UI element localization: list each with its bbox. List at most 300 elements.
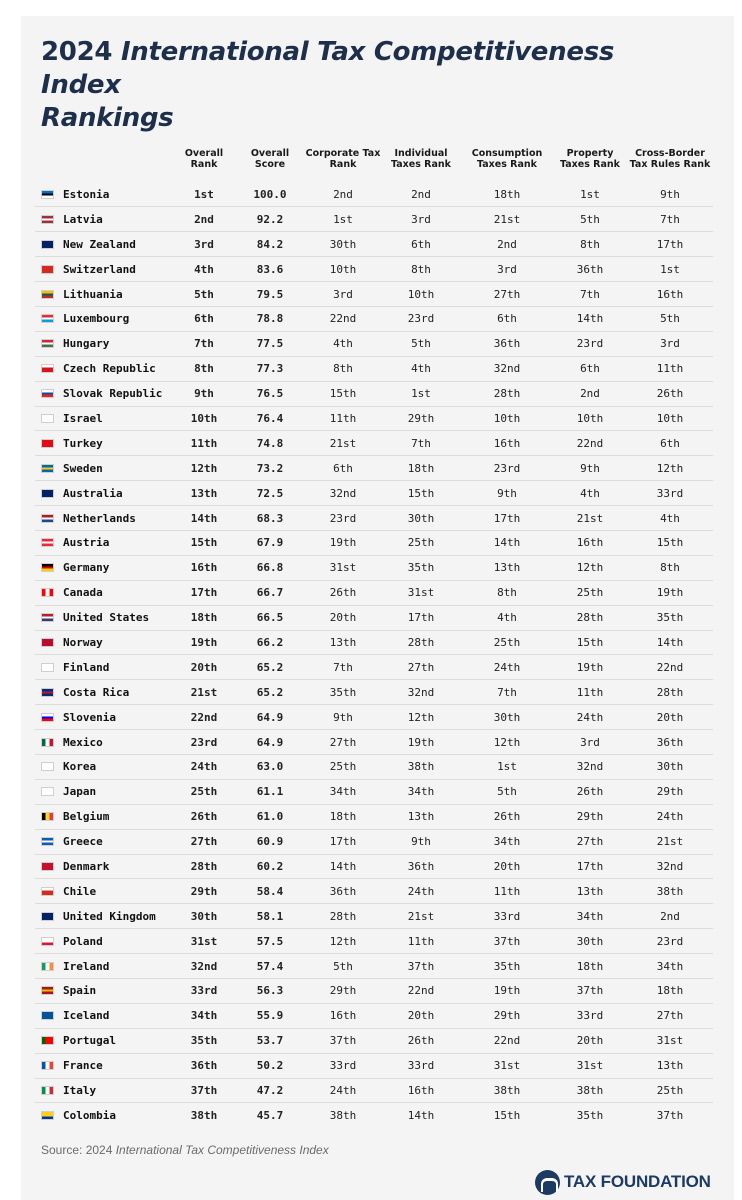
corporate-tax-rank-cell: 13th <box>305 630 381 655</box>
table-row <box>35 431 713 456</box>
tax-foundation-logo[interactable] <box>535 1167 731 1197</box>
corporate-tax-rank-cell: 32nd <box>305 481 381 506</box>
individual-taxes-rank-cell: 22nd <box>381 979 461 1004</box>
country-cell <box>35 829 173 854</box>
property-taxes-rank-cell: 28th <box>553 605 627 630</box>
overall-rank-cell: 14th <box>173 506 235 531</box>
consumption-taxes-rank-cell: 17th <box>461 506 553 531</box>
greece-flag-icon <box>41 837 54 846</box>
table-row <box>35 754 713 779</box>
consumption-taxes-rank-cell: 32nd <box>461 356 553 381</box>
source-note <box>41 1143 329 1157</box>
corporate-tax-rank-cell: 11th <box>305 406 381 431</box>
property-taxes-rank-cell: 32nd <box>553 754 627 779</box>
iceland-flag-icon <box>41 1011 54 1020</box>
cross-border-rank-cell: 32nd <box>627 854 713 879</box>
consumption-taxes-rank-cell: 21st <box>461 207 553 232</box>
cross-border-rank-cell: 15th <box>627 530 713 555</box>
header-consumption-taxes-rank: Consumption Taxes Rank <box>471 148 543 170</box>
country-cell <box>35 1103 173 1128</box>
property-taxes-rank-cell: 3rd <box>553 730 627 755</box>
table-row <box>35 605 713 630</box>
overall-rank-cell: 16th <box>173 555 235 580</box>
overall-score-cell: 76.5 <box>235 381 305 406</box>
property-taxes-rank-cell: 23rd <box>553 331 627 356</box>
country-name: Korea <box>63 760 97 774</box>
table-row <box>35 680 713 705</box>
consumption-taxes-rank-cell: 25th <box>461 630 553 655</box>
corporate-tax-rank-cell: 6th <box>305 456 381 481</box>
corporate-tax-rank-cell: 1st <box>305 207 381 232</box>
property-taxes-rank-cell: 15th <box>553 630 627 655</box>
corporate-tax-rank-cell: 19th <box>305 530 381 555</box>
overall-score-cell: 47.2 <box>235 1078 305 1103</box>
country-name: Ireland <box>63 959 110 973</box>
overall-score-cell: 65.2 <box>235 655 305 680</box>
cross-border-rank-cell: 27th <box>627 1003 713 1028</box>
overall-rank-cell: 8th <box>173 356 235 381</box>
overall-rank-cell: 26th <box>173 804 235 829</box>
overall-score-cell: 72.5 <box>235 481 305 506</box>
consumption-taxes-rank-cell: 4th <box>461 605 553 630</box>
individual-taxes-rank-cell: 11th <box>381 929 461 954</box>
austria-flag-icon <box>41 538 54 547</box>
property-taxes-rank-cell: 21st <box>553 506 627 531</box>
cross-border-rank-cell: 34th <box>627 954 713 979</box>
country-name: Norway <box>63 635 103 649</box>
consumption-taxes-rank-cell: 11th <box>461 879 553 904</box>
corporate-tax-rank-cell: 12th <box>305 929 381 954</box>
corporate-tax-rank-cell: 36th <box>305 879 381 904</box>
country-name: Poland <box>63 934 103 948</box>
table-row <box>35 406 713 431</box>
overall-rank-cell: 20th <box>173 655 235 680</box>
cross-border-rank-cell: 36th <box>627 730 713 755</box>
corporate-tax-rank-cell: 25th <box>305 754 381 779</box>
individual-taxes-rank-cell: 9th <box>381 829 461 854</box>
consumption-taxes-rank-cell: 31st <box>461 1053 553 1078</box>
country-cell <box>35 705 173 730</box>
cross-border-rank-cell: 22nd <box>627 655 713 680</box>
overall-score-cell: 84.2 <box>235 232 305 257</box>
overall-score-cell: 58.4 <box>235 879 305 904</box>
overall-score-cell: 67.9 <box>235 530 305 555</box>
overall-rank-cell: 1st <box>173 182 235 207</box>
overall-score-cell: 60.9 <box>235 829 305 854</box>
country-name: Slovenia <box>63 710 116 724</box>
individual-taxes-rank-cell: 5th <box>381 331 461 356</box>
country-name: Australia <box>63 486 123 500</box>
country-cell <box>35 331 173 356</box>
luxembourg-flag-icon <box>41 314 54 323</box>
japan-flag-icon <box>41 787 54 796</box>
cross-border-rank-cell: 38th <box>627 879 713 904</box>
individual-taxes-rank-cell: 6th <box>381 232 461 257</box>
overall-score-cell: 64.9 <box>235 705 305 730</box>
country-cell <box>35 506 173 531</box>
consumption-taxes-rank-cell: 24th <box>461 655 553 680</box>
country-name: Switzerland <box>63 262 136 276</box>
consumption-taxes-rank-cell: 19th <box>461 979 553 1004</box>
consumption-taxes-rank-cell: 16th <box>461 431 553 456</box>
country-name: Japan <box>63 785 97 799</box>
consumption-taxes-rank-cell: 3rd <box>461 257 553 282</box>
country-cell <box>35 779 173 804</box>
corporate-tax-rank-cell: 14th <box>305 854 381 879</box>
property-taxes-rank-cell: 25th <box>553 580 627 605</box>
france-flag-icon <box>41 1061 54 1070</box>
individual-taxes-rank-cell: 15th <box>381 481 461 506</box>
table-row <box>35 555 713 580</box>
table-row <box>35 356 713 381</box>
cross-border-rank-cell: 19th <box>627 580 713 605</box>
country-cell <box>35 481 173 506</box>
overall-rank-cell: 37th <box>173 1078 235 1103</box>
overall-rank-cell: 12th <box>173 456 235 481</box>
country-cell <box>35 406 173 431</box>
country-cell <box>35 381 173 406</box>
overall-score-cell: 61.0 <box>235 804 305 829</box>
country-cell <box>35 1003 173 1028</box>
overall-rank-cell: 4th <box>173 257 235 282</box>
country-cell <box>35 605 173 630</box>
individual-taxes-rank-cell: 19th <box>381 730 461 755</box>
finland-flag-icon <box>41 663 54 672</box>
corporate-tax-rank-cell: 18th <box>305 804 381 829</box>
table-row <box>35 381 713 406</box>
consumption-taxes-rank-cell: 6th <box>461 306 553 331</box>
property-taxes-rank-cell: 22nd <box>553 431 627 456</box>
corporate-tax-rank-cell: 20th <box>305 605 381 630</box>
country-name: United Kingdom <box>63 909 156 923</box>
corporate-tax-rank-cell: 8th <box>305 356 381 381</box>
property-taxes-rank-cell: 5th <box>553 207 627 232</box>
overall-rank-cell: 19th <box>173 630 235 655</box>
country-name: Turkey <box>63 436 103 450</box>
individual-taxes-rank-cell: 23rd <box>381 306 461 331</box>
property-taxes-rank-cell: 27th <box>553 829 627 854</box>
spain-flag-icon <box>41 986 54 995</box>
cross-border-rank-cell: 16th <box>627 282 713 307</box>
individual-taxes-rank-cell: 14th <box>407 1109 435 1123</box>
cross-border-rank-cell: 1st <box>627 257 713 282</box>
overall-rank-cell: 23rd <box>173 730 235 755</box>
latvia-flag-icon <box>41 215 54 224</box>
property-taxes-rank-cell: 29th <box>553 804 627 829</box>
header-country <box>35 134 173 182</box>
title-year: 2024 <box>41 37 113 67</box>
table-row <box>35 879 713 904</box>
corporate-tax-rank-cell: 7th <box>305 655 381 680</box>
table-row <box>35 1028 713 1053</box>
table-row <box>35 779 713 804</box>
cross-border-rank-cell: 8th <box>627 555 713 580</box>
netherlands-flag-icon <box>41 514 54 523</box>
corporate-tax-rank-cell: 9th <box>305 705 381 730</box>
cross-border-rank-cell: 14th <box>627 630 713 655</box>
property-taxes-rank-cell: 17th <box>553 854 627 879</box>
colombia-flag-icon <box>41 1111 54 1120</box>
consumption-taxes-rank-cell: 34th <box>461 829 553 854</box>
corporate-tax-rank-cell: 4th <box>305 331 381 356</box>
united-states-flag-icon <box>41 613 54 622</box>
country-name: Italy <box>63 1084 97 1097</box>
country-name: Finland <box>63 660 110 674</box>
table-row <box>35 182 713 207</box>
overall-score-cell: 100.0 <box>235 182 305 207</box>
ireland-flag-icon <box>41 962 54 971</box>
corporate-tax-rank-cell: 27th <box>305 730 381 755</box>
overall-rank-cell: 31st <box>173 929 235 954</box>
overall-rank-cell: 24th <box>173 754 235 779</box>
consumption-taxes-rank-cell: 36th <box>461 331 553 356</box>
overall-rank-cell: 22nd <box>173 705 235 730</box>
individual-taxes-rank-cell: 38th <box>381 754 461 779</box>
consumption-taxes-rank-cell: 14th <box>461 530 553 555</box>
country-cell <box>35 257 173 282</box>
property-taxes-rank-cell: 38th <box>553 1078 627 1103</box>
consumption-taxes-rank-cell: 28th <box>461 381 553 406</box>
table-body <box>35 182 713 1128</box>
cross-border-rank-cell: 11th <box>627 356 713 381</box>
country-cell <box>35 854 173 879</box>
cross-border-rank-cell: 3rd <box>627 331 713 356</box>
overall-score-cell: 60.2 <box>235 854 305 879</box>
overall-rank-cell: 29th <box>173 879 235 904</box>
corporate-tax-rank-cell: 37th <box>305 1028 381 1053</box>
overall-score-cell: 66.2 <box>235 630 305 655</box>
property-taxes-rank-cell: 13th <box>553 879 627 904</box>
table-row <box>35 979 713 1004</box>
table-row <box>35 506 713 531</box>
country-cell <box>35 580 173 605</box>
mexico-flag-icon <box>41 738 54 747</box>
overall-score-cell: 76.4 <box>235 406 305 431</box>
overall-score-cell: 65.2 <box>235 680 305 705</box>
corporate-tax-rank-cell: 33rd <box>305 1053 381 1078</box>
overall-rank-cell: 28th <box>173 854 235 879</box>
corporate-tax-rank-cell: 17th <box>305 829 381 854</box>
overall-score-cell: 77.3 <box>235 356 305 381</box>
consumption-taxes-rank-cell: 26th <box>461 804 553 829</box>
cross-border-rank-cell: 33rd <box>627 481 713 506</box>
cross-border-rank-cell: 4th <box>627 506 713 531</box>
individual-taxes-rank-cell: 18th <box>381 456 461 481</box>
overall-score-cell: 61.1 <box>235 779 305 804</box>
overall-rank-cell: 33rd <box>173 979 235 1004</box>
property-taxes-rank-cell: 14th <box>553 306 627 331</box>
overall-rank-cell: 35th <box>173 1028 235 1053</box>
czech-republic-flag-icon <box>41 364 54 373</box>
logo-text: TAX FOUNDATION <box>564 1172 711 1191</box>
table-row <box>35 630 713 655</box>
korea-flag-icon <box>41 762 54 771</box>
country-name: Israel <box>63 411 103 425</box>
overall-score-cell: 55.9 <box>235 1003 305 1028</box>
table-row <box>35 580 713 605</box>
overall-rank-cell: 15th <box>173 530 235 555</box>
canada-flag-icon <box>41 588 54 597</box>
chile-flag-icon <box>41 887 54 896</box>
overall-rank-cell: 25th <box>173 779 235 804</box>
table-row <box>35 904 713 929</box>
overall-rank-cell: 38th <box>190 1109 218 1123</box>
country-cell <box>35 431 173 456</box>
country-name: Slovak Republic <box>63 387 163 401</box>
country-name: Belgium <box>63 810 110 824</box>
overall-rank-cell: 21st <box>173 680 235 705</box>
country-cell <box>35 282 173 307</box>
consumption-taxes-rank-cell: 30th <box>461 705 553 730</box>
consumption-taxes-rank-cell: 9th <box>461 481 553 506</box>
cross-border-rank-cell: 28th <box>627 680 713 705</box>
consumption-taxes-rank-cell: 37th <box>461 929 553 954</box>
individual-taxes-rank-cell: 33rd <box>381 1053 461 1078</box>
table-row <box>35 705 713 730</box>
consumption-taxes-rank-cell: 27th <box>461 282 553 307</box>
individual-taxes-rank-cell: 37th <box>381 954 461 979</box>
header-corporate-tax-rank: Corporate Tax Rank <box>305 148 381 170</box>
header-overall-score: Overall Score <box>250 148 290 170</box>
corporate-tax-rank-cell: 16th <box>305 1003 381 1028</box>
table-row <box>35 232 713 257</box>
cross-border-rank-cell: 35th <box>627 605 713 630</box>
cross-border-rank-cell: 23rd <box>627 929 713 954</box>
property-taxes-rank-cell: 35th <box>576 1109 604 1123</box>
corporate-tax-rank-cell: 30th <box>305 232 381 257</box>
table-row <box>35 456 713 481</box>
country-cell <box>35 1078 173 1103</box>
table-row <box>35 331 713 356</box>
australia-flag-icon <box>41 489 54 498</box>
country-cell <box>35 555 173 580</box>
corporate-tax-rank-cell: 35th <box>305 680 381 705</box>
country-cell <box>35 804 173 829</box>
country-cell <box>35 207 173 232</box>
israel-flag-icon <box>41 414 54 423</box>
property-taxes-rank-cell: 37th <box>553 979 627 1004</box>
individual-taxes-rank-cell: 13th <box>381 804 461 829</box>
lithuania-flag-icon <box>41 290 54 299</box>
overall-score-cell: 83.6 <box>235 257 305 282</box>
property-taxes-rank-cell: 9th <box>553 456 627 481</box>
switzerland-flag-icon <box>41 265 54 274</box>
overall-score-cell: 77.5 <box>235 331 305 356</box>
overall-rank-cell: 18th <box>173 605 235 630</box>
table-row <box>35 207 713 232</box>
slovak-republic-flag-icon <box>41 389 54 398</box>
table-row <box>35 954 713 979</box>
consumption-taxes-rank-cell: 5th <box>461 779 553 804</box>
individual-taxes-rank-cell: 26th <box>381 1028 461 1053</box>
overall-score-cell: 92.2 <box>235 207 305 232</box>
ranking-card <box>21 16 734 1200</box>
country-name: Greece <box>63 835 103 849</box>
country-cell <box>35 680 173 705</box>
corporate-tax-rank-cell: 28th <box>305 904 381 929</box>
country-cell <box>35 929 173 954</box>
table-row <box>35 481 713 506</box>
corporate-tax-rank-cell: 15th <box>305 381 381 406</box>
country-cell <box>35 1028 173 1053</box>
table-row <box>35 1053 713 1078</box>
individual-taxes-rank-cell: 1st <box>381 381 461 406</box>
norway-flag-icon <box>41 638 54 647</box>
consumption-taxes-rank-cell: 8th <box>461 580 553 605</box>
individual-taxes-rank-cell: 12th <box>381 705 461 730</box>
property-taxes-rank-cell: 18th <box>553 954 627 979</box>
country-cell <box>35 754 173 779</box>
property-taxes-rank-cell: 33rd <box>553 1003 627 1028</box>
consumption-taxes-rank-cell: 15th <box>493 1109 521 1123</box>
overall-score-cell: 45.7 <box>256 1109 284 1123</box>
country-name: Sweden <box>63 461 103 475</box>
overall-score-cell: 68.3 <box>235 506 305 531</box>
individual-taxes-rank-cell: 17th <box>381 605 461 630</box>
overall-rank-cell: 30th <box>173 904 235 929</box>
table-row <box>35 1103 713 1128</box>
costa-rica-flag-icon <box>41 688 54 697</box>
cross-border-rank-cell: 9th <box>627 182 713 207</box>
individual-taxes-rank-cell: 20th <box>381 1003 461 1028</box>
consumption-taxes-rank-cell: 33rd <box>461 904 553 929</box>
cross-border-rank-cell: 26th <box>627 381 713 406</box>
table-row <box>35 1003 713 1028</box>
consumption-taxes-rank-cell: 13th <box>461 555 553 580</box>
table-row <box>35 854 713 879</box>
consumption-taxes-rank-cell: 22nd <box>461 1028 553 1053</box>
header-property-taxes-rank: Property Taxes Rank <box>559 148 620 170</box>
country-name: Hungary <box>63 337 110 351</box>
country-name: Portugal <box>63 1034 116 1048</box>
overall-score-cell: 56.3 <box>235 979 305 1004</box>
cross-border-rank-cell: 17th <box>627 232 713 257</box>
country-cell <box>35 954 173 979</box>
property-taxes-rank-cell: 11th <box>553 680 627 705</box>
estonia-flag-icon <box>41 190 54 199</box>
country-name: Austria <box>63 536 110 550</box>
overall-score-cell: 57.4 <box>235 954 305 979</box>
portugal-flag-icon <box>41 1036 54 1045</box>
country-cell <box>35 904 173 929</box>
cross-border-rank-cell: 5th <box>627 306 713 331</box>
country-name: United States <box>63 611 150 625</box>
corporate-tax-rank-cell: 29th <box>305 979 381 1004</box>
individual-taxes-rank-cell: 16th <box>381 1078 461 1103</box>
table-row <box>35 730 713 755</box>
cross-border-rank-cell: 2nd <box>627 904 713 929</box>
country-cell <box>35 1053 173 1078</box>
overall-score-cell: 66.7 <box>235 580 305 605</box>
country-name: Costa Rica <box>63 685 130 699</box>
overall-score-cell: 74.8 <box>235 431 305 456</box>
country-name: Estonia <box>63 187 110 201</box>
consumption-taxes-rank-cell: 35th <box>461 954 553 979</box>
consumption-taxes-rank-cell: 38th <box>461 1078 553 1103</box>
overall-rank-cell: 32nd <box>173 954 235 979</box>
table-row <box>35 282 713 307</box>
individual-taxes-rank-cell: 10th <box>381 282 461 307</box>
country-cell <box>35 306 173 331</box>
property-taxes-rank-cell: 26th <box>553 779 627 804</box>
cross-border-rank-cell: 10th <box>627 406 713 431</box>
property-taxes-rank-cell: 31st <box>553 1053 627 1078</box>
corporate-tax-rank-cell: 31st <box>305 555 381 580</box>
property-taxes-rank-cell: 4th <box>553 481 627 506</box>
individual-taxes-rank-cell: 36th <box>381 854 461 879</box>
property-taxes-rank-cell: 7th <box>553 282 627 307</box>
consumption-taxes-rank-cell: 20th <box>461 854 553 879</box>
